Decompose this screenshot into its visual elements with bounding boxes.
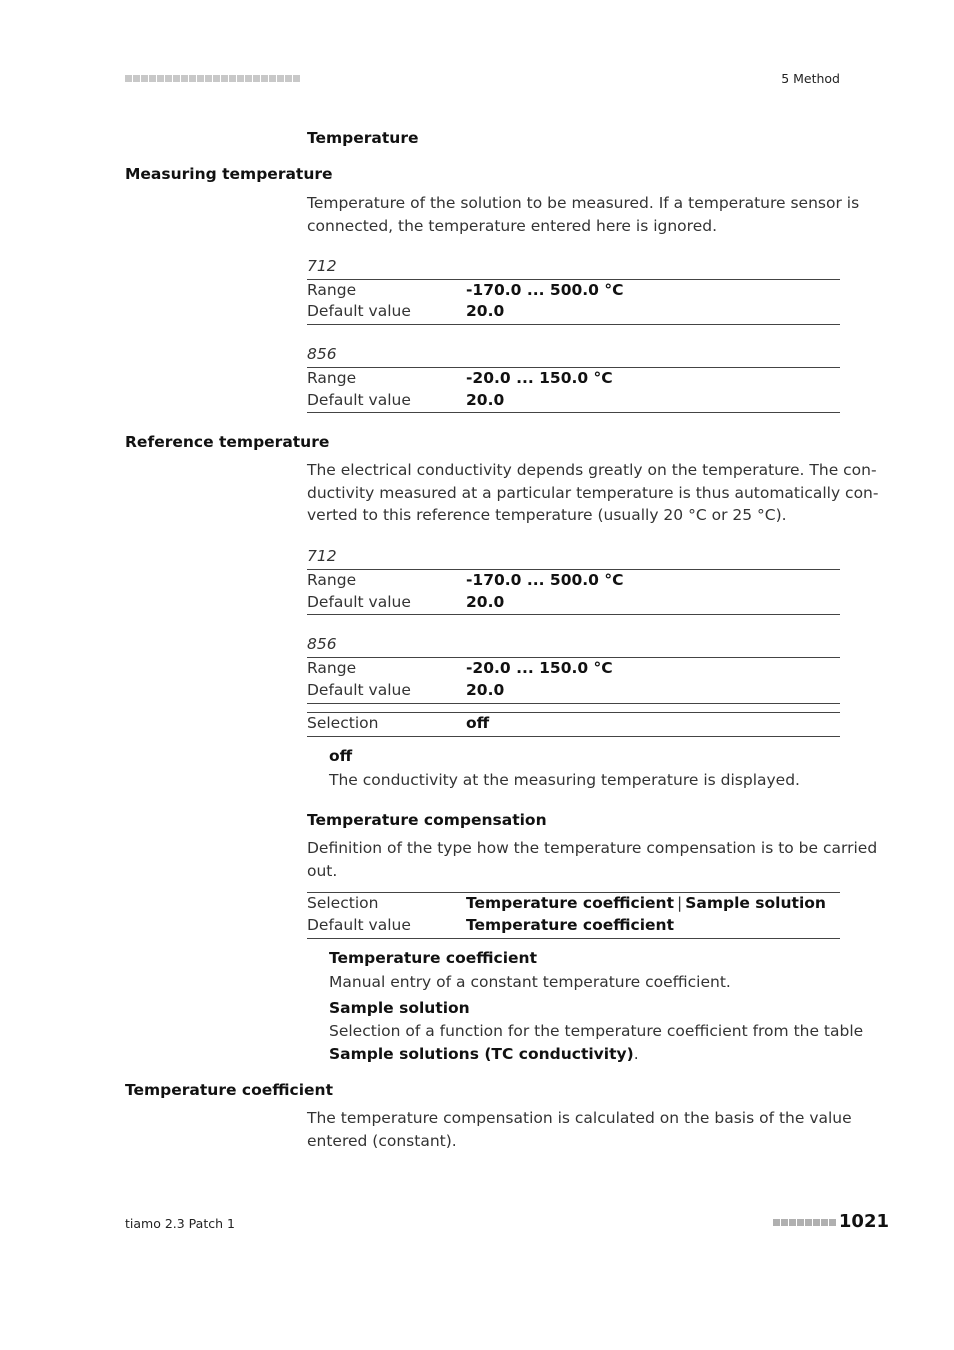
option-description: Manual entry of a constant temperature coefficient. [329,973,731,991]
reference-temperature-title: Reference temperature [125,433,330,451]
option-title: Temperature coefficient [329,949,537,967]
range-row: Range -170.0 ... 500.0 °C [307,571,624,589]
chapter-title: 5 Method [781,71,840,86]
device-label: 856 [307,635,337,653]
default-row: Default value 20.0 [307,302,505,320]
table-reference: Sample solutions (TC conductivity) [329,1044,634,1063]
device-label: 712 [307,257,337,275]
default-row: Default value 20.0 [307,593,505,611]
option-title: off [329,747,353,765]
footer-decoration [773,1219,836,1226]
table-rule [307,367,840,368]
table-rule [307,324,840,325]
table-rule [307,736,840,737]
page-number: 1021 [838,1211,889,1232]
selection-row: Selection Temperature coefficient | Sample solution [307,894,826,912]
measuring-temperature-description: Temperature of the solution to be measured. If a temperature sensor is connected, the temperature entered here is ignored. [307,194,860,235]
temperature-compensation-title: Temperature compensation [307,811,547,829]
footer-product: tiamo 2.3 Patch 1 [125,1216,235,1231]
section-title: Temperature [307,129,419,147]
table-rule [307,892,840,893]
measuring-temperature-title: Measuring temperature [125,165,333,183]
default-row: Default value 20.0 [307,391,505,409]
table-rule [307,614,840,615]
default-row: Default value 20.0 [307,681,505,699]
temperature-compensation-description: Definition of the type how the temperature compensation is to be carried out. [307,839,878,880]
table-rule [307,703,840,704]
table-rule [307,712,840,713]
range-row: Range -20.0 ... 150.0 °C [307,659,613,677]
table-rule [307,938,840,939]
selection-row: Selection off [307,714,490,732]
table-rule [307,657,840,658]
device-label: 712 [307,547,337,565]
option-description: Selection of a function for the temperature coefficient from the table Sample solutions (TC conductivity). [329,1022,864,1063]
reference-temperature-description: The electrical conductivity depends greatly on the temperature. The con- ductivity measured at a particular temperature is thus automatically con- verted to this reference temperature (usually 20 °C or 25 °C). [307,461,879,524]
option-title: Sample solution [329,999,470,1017]
header-decoration [125,75,300,82]
temperature-coefficient-description: The temperature compensation is calculated on the basis of the value entered (constant). [307,1109,852,1150]
default-row: Default value Temperature coefficient [307,916,674,934]
device-label: 856 [307,345,337,363]
option-description: The conductivity at the measuring temperature is displayed. [329,771,800,789]
table-rule [307,569,840,570]
table-rule [307,412,840,413]
range-row: Range -20.0 ... 150.0 °C [307,369,613,387]
temperature-coefficient-title: Temperature coefficient [125,1081,333,1099]
range-row: Range -170.0 ... 500.0 °C [307,281,624,299]
table-rule [307,279,840,280]
